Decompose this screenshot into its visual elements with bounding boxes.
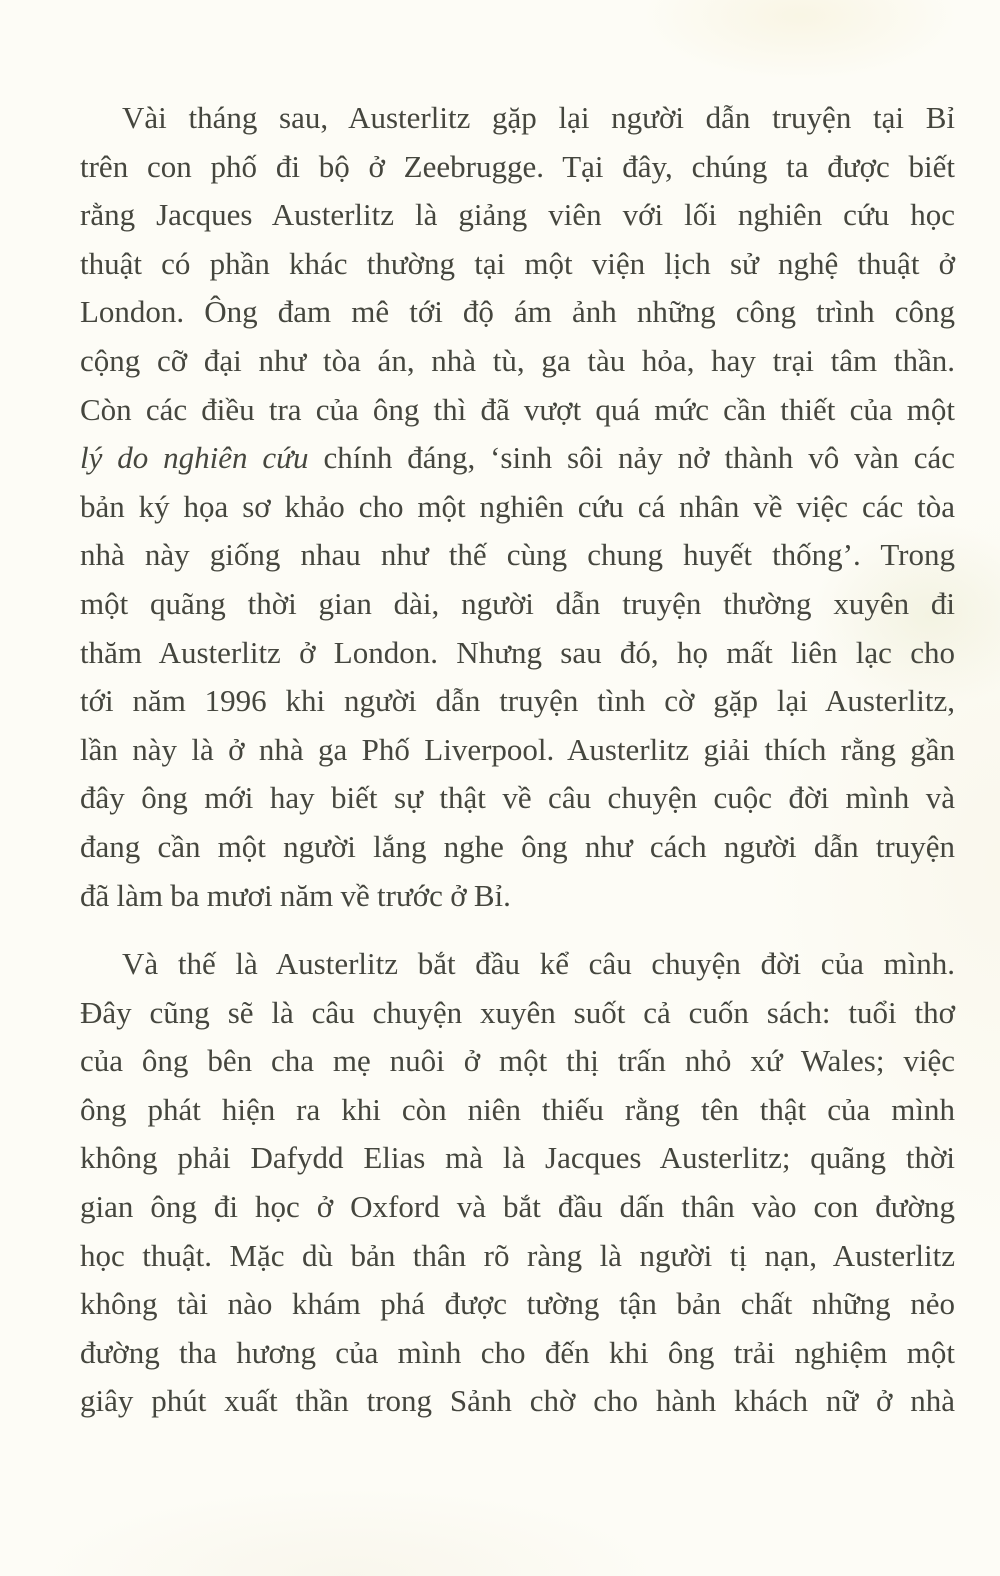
- text-segment: Và thế là Austerlitz bắt đầu kể câu chuyện đời của mình.: [122, 946, 955, 982]
- text-line: [80, 337, 955, 386]
- text-line: [80, 1232, 955, 1281]
- text-line: [80, 143, 955, 192]
- text-line: [80, 872, 955, 921]
- text-segment: đường tha hương của mình cho đến khi ông trải nghiệm một: [80, 1334, 955, 1370]
- text-line: [80, 240, 955, 289]
- text-segment: gian ông đi học ở Oxford và bắt đầu dấn thân vào con đường: [80, 1189, 955, 1225]
- text-segment: rằng Jacques Austerlitz là giảng viên với lối nghiên cứu học: [80, 197, 955, 233]
- paragraph-1: [80, 94, 955, 920]
- text-segment: Vài tháng sau, Austerlitz gặp lại người dẫn truyện tại Bỉ: [122, 100, 955, 135]
- text-segment: thăm Austerlitz ở London. Nhưng sau đó, họ mất liên lạc cho: [80, 634, 955, 670]
- text-segment: cộng cỡ đại như tòa án, nhà tù, ga tàu hỏa, hay trại tâm thần.: [80, 342, 955, 378]
- text-line: [80, 1037, 955, 1086]
- text-segment: thuật có phần khác thường tại một viện lịch sử nghệ thuật ở: [80, 245, 955, 281]
- text-line: [80, 1377, 955, 1426]
- text-line: [80, 434, 955, 483]
- paragraph-2: [80, 940, 955, 1426]
- text-line: [80, 774, 955, 823]
- italic-phrase: lý do nghiên cứu: [80, 440, 309, 476]
- text-segment: không tài nào khám phá được tường tận bản chất những nẻo: [80, 1286, 955, 1322]
- text-segment: bản ký họa sơ khảo cho một nghiên cứu cá nhân về việc các tòa: [80, 488, 955, 524]
- text-line: [80, 94, 955, 143]
- text-line: [80, 386, 955, 435]
- text-line: [80, 989, 955, 1038]
- text-segment: học thuật. Mặc dù bản thân rõ ràng là người tị nạn, Austerlitz: [80, 1237, 955, 1273]
- text-line: [80, 1183, 955, 1232]
- text-segment: chính đáng, ‘sinh sôi nảy nở thành vô vàn các: [308, 440, 955, 476]
- text-block: [80, 94, 955, 1426]
- text-line: [80, 1280, 955, 1329]
- text-segment: đã làm ba mươi năm về trước ở Bỉ.: [80, 877, 511, 913]
- text-segment: nhà này giống nhau như thế cùng chung huyết thống’. Trong: [80, 537, 955, 573]
- text-line: [80, 531, 955, 580]
- text-segment: không phải Dafydd Elias mà là Jacques Austerlitz; quãng thời: [80, 1140, 955, 1176]
- text-segment: trên con phố đi bộ ở Zeebrugge. Tại đây, chúng ta được biết: [80, 148, 955, 184]
- text-segment: giây phút xuất thần trong Sảnh chờ cho hành khách nữ ở nhà: [80, 1383, 955, 1419]
- text-line: [80, 483, 955, 532]
- text-line: [80, 1329, 955, 1378]
- text-segment: ông phát hiện ra khi còn niên thiếu rằng tên thật của mình: [80, 1091, 955, 1127]
- text-segment: đây ông mới hay biết sự thật về câu chuyện cuộc đời mình và: [80, 780, 955, 816]
- text-line: [80, 940, 955, 989]
- text-segment: London. Ông đam mê tới độ ám ảnh những công trình công: [80, 294, 955, 330]
- text-line: [80, 580, 955, 629]
- text-line: [80, 1086, 955, 1135]
- text-line: [80, 726, 955, 775]
- text-line: [80, 629, 955, 678]
- text-line: [80, 288, 955, 337]
- text-segment: tới năm 1996 khi người dẫn truyện tình cờ gặp lại Austerlitz,: [80, 683, 955, 719]
- text-line: [80, 191, 955, 240]
- text-segment: Đây cũng sẽ là câu chuyện xuyên suốt cả cuốn sách: tuổi thơ: [80, 994, 955, 1030]
- text-segment: của ông bên cha mẹ nuôi ở một thị trấn nhỏ xứ Wales; việc: [80, 1043, 955, 1079]
- text-line: [80, 677, 955, 726]
- text-segment: đang cần một người lắng nghe ông như cách người dẫn truyện: [80, 828, 955, 864]
- text-segment: một quãng thời gian dài, người dẫn truyện thường xuyên đi: [80, 585, 955, 621]
- text-line: [80, 823, 955, 872]
- text-segment: Còn các điều tra của ông thì đã vượt quá mức cần thiết của một: [80, 391, 955, 427]
- text-segment: lần này là ở nhà ga Phố Liverpool. Austerlitz giải thích rằng gần: [80, 731, 955, 767]
- text-line: [80, 1134, 955, 1183]
